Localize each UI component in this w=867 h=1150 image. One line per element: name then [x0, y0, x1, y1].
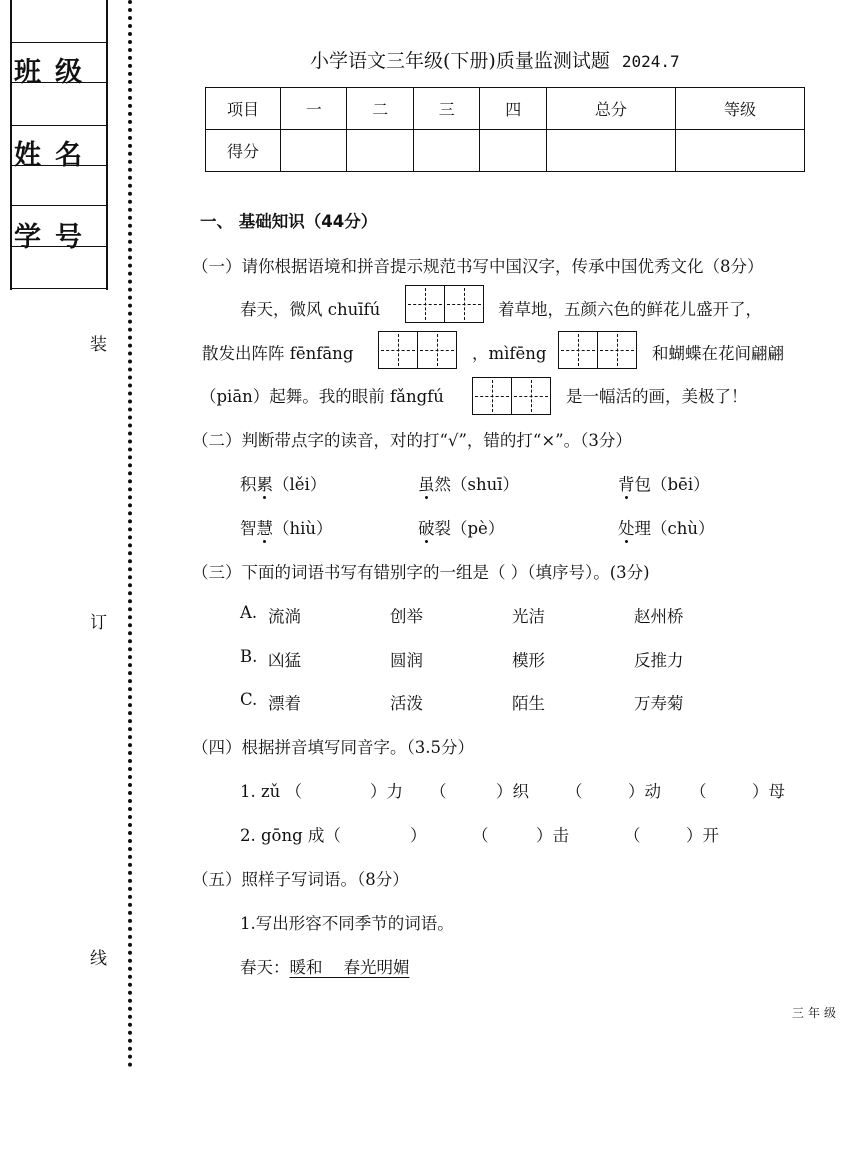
q4-line1-part: ）母: [752, 782, 785, 801]
q4-line2-part: （: [624, 826, 641, 845]
q1-line1-text-a: 春天，微风 chuīfú: [240, 300, 381, 319]
q4-line1-part: ）力: [370, 782, 403, 801]
grid-cell[interactable]: [418, 332, 456, 368]
score-table-score-row: [206, 130, 805, 172]
q4-line2-part: ）开: [686, 826, 719, 845]
grid-cell[interactable]: [445, 286, 483, 322]
table-header-cell: 二: [347, 88, 413, 130]
dotted-char: 背: [618, 475, 635, 494]
binding-char-xian: 线: [90, 949, 107, 969]
q1-prompt: （一）请你根据语境和拼音提示规范书写中国汉字，传承中国优秀文化（8分）: [192, 257, 764, 276]
dotted-char: 慧: [256, 519, 273, 538]
binding-char-ding: 订: [90, 613, 107, 633]
grid-cell[interactable]: [559, 332, 598, 368]
q4-line1-part: ）织: [496, 782, 529, 801]
q2-item[interactable]: [618, 515, 715, 539]
example-words: 暖和 春光明媚: [289, 958, 410, 977]
score-cell[interactable]: [480, 130, 546, 172]
option-word: 凶猛: [268, 651, 301, 670]
table-header-cell: 等级: [675, 88, 804, 130]
option-word: 光洁: [512, 607, 545, 626]
q1-line2-text-b: ，mìfēng: [472, 344, 547, 363]
score-row-label: 得分: [206, 130, 281, 172]
option-word: 漂着: [268, 694, 301, 713]
q2-item[interactable]: [418, 471, 519, 495]
score-cell[interactable]: [413, 130, 479, 172]
q4-line1-part: （: [690, 782, 707, 801]
q4-line1-part: （: [566, 782, 583, 801]
q2-item[interactable]: [618, 471, 710, 495]
score-cell[interactable]: [281, 130, 347, 172]
option-word: 流淌: [268, 607, 301, 626]
binding-divider: [10, 205, 106, 206]
binding-divider: [10, 288, 106, 289]
option-word: 创举: [390, 607, 423, 626]
exam-date: 2024.7: [621, 52, 680, 71]
class-label: 班级: [14, 57, 96, 88]
option-word: 赵州桥: [634, 607, 684, 626]
q5-example: [240, 954, 409, 978]
dotted-char: 破: [418, 519, 435, 538]
table-header-cell: 三: [413, 88, 479, 130]
answer-box-fangfu[interactable]: [472, 377, 551, 415]
q2-item[interactable]: [418, 515, 504, 539]
q2-item-post: （lěi）: [273, 475, 327, 494]
q2-item-post: 包（bēi）: [634, 475, 710, 494]
q3-prompt: （三）下面的词语书写有错别字的一组是（ ）（填序号）。(3分): [192, 563, 650, 582]
q2-item[interactable]: [240, 471, 326, 495]
q2-item-post: 理（chù）: [634, 519, 715, 538]
score-cell[interactable]: [546, 130, 675, 172]
table-header-cell: 项目: [206, 88, 281, 130]
q4-line2-part: ）: [410, 826, 427, 845]
answer-box-mifeng[interactable]: [558, 331, 637, 369]
binding-dotted-line: [128, 0, 132, 1068]
name-label: 姓名: [14, 140, 96, 171]
section-heading: 一、 基础知识（44分）: [200, 212, 378, 231]
q5-sub1: 1.写出形容不同季节的词语。: [240, 914, 454, 933]
grid-cell[interactable]: [379, 332, 418, 368]
answer-box-fenfang[interactable]: [378, 331, 457, 369]
student-id-label: 学号: [14, 222, 96, 253]
binding-right-border: [106, 0, 108, 290]
q2-item-pre: 智: [240, 519, 257, 538]
q4-line2-part: ）击: [536, 826, 569, 845]
option-label: A.: [240, 603, 258, 622]
option-label: C.: [240, 690, 258, 709]
binding-char-zhuang: 装: [90, 335, 107, 355]
q2-prompt: （二）判断带点字的读音，对的打“√”，错的打“×”。（3分）: [192, 431, 632, 450]
grade-footer-mark: 三年级: [792, 1006, 841, 1020]
q2-item-pre: 积: [240, 475, 257, 494]
dotted-char: 处: [618, 519, 635, 538]
option-word: 圆润: [390, 651, 423, 670]
grid-cell[interactable]: [512, 378, 550, 414]
q4-prompt: （四）根据拼音填写同音字。（3.5分）: [192, 738, 474, 757]
score-table: [205, 87, 805, 172]
option-word: 模形: [512, 651, 545, 670]
dotted-char: 累: [256, 475, 273, 494]
score-cell[interactable]: [347, 130, 413, 172]
q2-item-post: 然（shuī）: [434, 475, 519, 494]
q2-item-post: （hiù）: [273, 519, 333, 538]
example-label: 春天：: [240, 958, 290, 977]
q4-line2-part: 2. gōng 成（: [240, 826, 341, 845]
q4-line2-part: （: [472, 826, 489, 845]
q2-item-post: 裂（pè）: [434, 519, 505, 538]
grid-cell[interactable]: [598, 332, 636, 368]
q1-line3-text-a: （piān）起舞。我的眼前 fǎngfú: [200, 387, 444, 406]
grid-cell[interactable]: [406, 286, 445, 322]
option-word: 陌生: [512, 694, 545, 713]
binding-divider: [10, 42, 106, 43]
q1-line3-text-b: 是一幅活的画，美极了！: [566, 387, 748, 406]
option-word: 反推力: [634, 651, 684, 670]
q2-item[interactable]: [240, 515, 333, 539]
score-table-header-row: [206, 88, 805, 130]
option-word: 活泼: [390, 694, 423, 713]
grid-cell[interactable]: [473, 378, 512, 414]
binding-divider: [10, 125, 106, 126]
table-header-cell: 四: [480, 88, 546, 130]
q4-line1-part: （: [430, 782, 447, 801]
q4-line1-part: ）动: [628, 782, 661, 801]
dotted-char: 虽: [418, 475, 435, 494]
answer-box-chuifu[interactable]: [405, 285, 484, 323]
table-header-cell: 一: [281, 88, 347, 130]
q4-line1-part: 1. zǔ （: [240, 782, 303, 801]
q1-line2-text-c: 和蝴蝶在花间翩翩: [652, 344, 784, 363]
table-header-cell: 总分: [546, 88, 675, 130]
page-title: [310, 46, 680, 73]
title-text: 小学语文三年级(下册)质量监测试题: [310, 50, 610, 72]
q5-prompt: （五）照样子写词语。（8分）: [192, 870, 409, 889]
option-label: B.: [240, 647, 258, 666]
q1-line1-text-b: 着草地，五颜六色的鲜花儿盛开了，: [498, 300, 762, 319]
option-word: 万寿菊: [634, 694, 684, 713]
q1-line2-text-a: 散发出阵阵 fēnfāng: [202, 344, 354, 363]
score-cell[interactable]: [675, 130, 804, 172]
